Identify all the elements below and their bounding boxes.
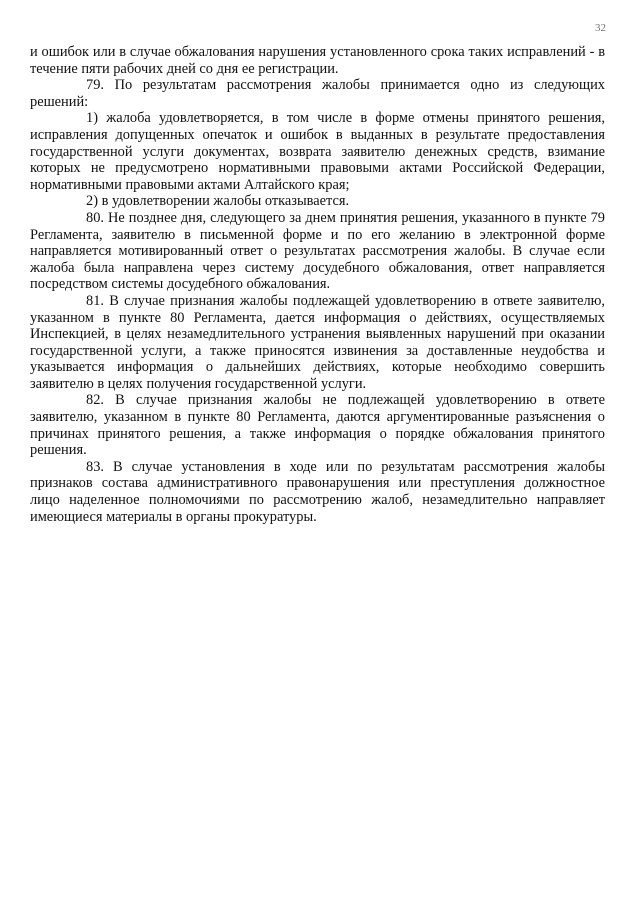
document-body xyxy=(30,44,605,525)
paragraph-83: 83. В случае установления в ходе или по результатам рассмотрения жалобы признаков состава административного правонарушения или преступления должностное лицо наделенное полномочиями по рассмотрению жалоб, незамедлительно направляет имеющиеся материалы в органы прокуратуры. xyxy=(30,458,605,525)
paragraph-79-item-1: 1) жалоба удовлетворяется, в том числе в форме отмены принятого решения, исправления допущенных опечаток и ошибок в выданных в результате предоставления государственной услуги документах, возврата заявителю денежных средств, взимание которых не предусмотрено нормативными правовыми актами Российской Федерации, нормативными правовыми актами Алтайского края; xyxy=(30,110,605,193)
paragraph-79: 79. По результатам рассмотрения жалобы принимается одно из следующих решений: xyxy=(30,77,605,110)
paragraph-82: 82. В случае признания жалобы не подлежащей удовлетворению в ответе заявителю, указанном в пункте 80 Регламента, даются аргументированные разъяснения о причинах принятого решения, а также информация о порядке обжалования принятого решения. xyxy=(30,392,605,459)
paragraph-81: 81. В случае признания жалобы подлежащей удовлетворению в ответе заявителю, указанном в пункте 80 Регламента, дается информация о действиях, осуществляемых Инспекцией, в целях незамедлительного устранения выявленных нарушений при оказании государственной услуги, а также приносятся извинения за доставленные неудобства и указывается информация о дальнейших действиях, которые необходимо совершить заявителю в целях получения государственной услуги. xyxy=(30,292,605,392)
page-number: 32 xyxy=(595,22,606,34)
paragraph-80: 80. Не позднее дня, следующего за днем принятия решения, указанного в пункте 79 Регламента, заявителю в письменной форме и по его желанию в электронной форме направляется мотивированный ответ о результатах рассмотрения жалобы. В случае если жалоба была направлена через систему досудебного обжалования, ответ направляется посредством системы досудебного обжалования. xyxy=(30,209,605,293)
paragraph-78-continuation: и ошибок или в случае обжалования нарушения установленного срока таких исправлений - в течение пяти рабочих дней со дня ее регистрации. xyxy=(30,44,605,77)
paragraph-79-item-2: 2) в удовлетворении жалобы отказывается. xyxy=(86,193,350,210)
